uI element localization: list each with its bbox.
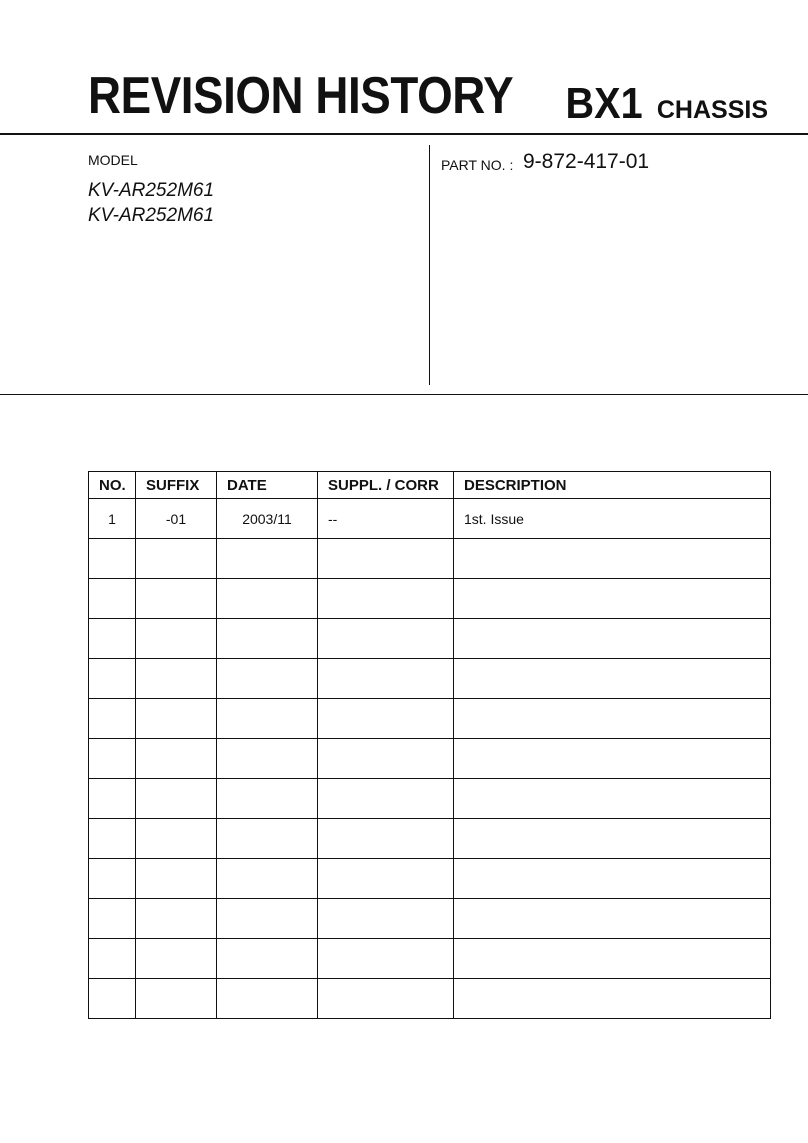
column-header-no: NO.: [89, 472, 136, 499]
cell-no: [89, 699, 136, 739]
cell-suppl-corr: [318, 939, 454, 979]
cell-date: [217, 619, 318, 659]
table-header-row: [89, 472, 771, 499]
cell-no: [89, 739, 136, 779]
table-row: [89, 659, 771, 699]
column-header-suffix: SUFFIX: [136, 472, 217, 499]
cell-no: [89, 619, 136, 659]
cell-date: [217, 819, 318, 859]
cell-suppl-corr: [318, 979, 454, 1019]
cell-no: [89, 659, 136, 699]
cell-suffix: -01: [136, 499, 217, 539]
cell-description: [454, 659, 771, 699]
table-row: [89, 739, 771, 779]
cell-description: [454, 699, 771, 739]
cell-suffix: [136, 979, 217, 1019]
cell-suppl-corr: --: [318, 499, 454, 539]
table-row: [89, 779, 771, 819]
model-name: KV-AR252M61: [88, 180, 215, 201]
cell-suffix: [136, 739, 217, 779]
cell-no: [89, 579, 136, 619]
cell-suffix: [136, 659, 217, 699]
column-header-suppl-corr: SUPPL. / CORR: [318, 472, 454, 499]
model-name: KV-AR252M61: [88, 205, 215, 226]
table-row: [89, 579, 771, 619]
table-row: [89, 939, 771, 979]
cell-description: [454, 979, 771, 1019]
chassis-label: CHASSIS: [656, 96, 768, 124]
cell-suffix: [136, 619, 217, 659]
cell-date: 2003/11: [217, 499, 318, 539]
header-rule: [0, 133, 808, 135]
table-row: [89, 899, 771, 939]
part-number-label: PART NO. :: [441, 157, 514, 173]
cell-description: [454, 739, 771, 779]
table-row: [89, 859, 771, 899]
cell-suppl-corr: [318, 899, 454, 939]
cell-description: [454, 899, 771, 939]
cell-no: [89, 939, 136, 979]
cell-suffix: [136, 899, 217, 939]
cell-description: [454, 539, 771, 579]
cell-date: [217, 659, 318, 699]
cell-suppl-corr: [318, 819, 454, 859]
chassis-heading: [557, 79, 768, 128]
cell-suppl-corr: [318, 779, 454, 819]
table-row: [89, 499, 771, 539]
cell-no: [89, 859, 136, 899]
cell-description: [454, 779, 771, 819]
chassis-code: BX1: [565, 79, 643, 128]
cell-no: 1: [89, 499, 136, 539]
cell-suffix: [136, 819, 217, 859]
cell-no: [89, 539, 136, 579]
cell-date: [217, 539, 318, 579]
cell-date: [217, 579, 318, 619]
table-row: [89, 539, 771, 579]
cell-date: [217, 699, 318, 739]
section-rule: [0, 394, 808, 395]
cell-no: [89, 819, 136, 859]
cell-suppl-corr: [318, 699, 454, 739]
page-title: REVISION HISTORY: [88, 67, 514, 125]
table-row: [89, 819, 771, 859]
cell-suffix: [136, 939, 217, 979]
cell-suffix: [136, 859, 217, 899]
cell-description: [454, 819, 771, 859]
table-row: [89, 699, 771, 739]
part-number-value: 9-872-417-01: [523, 150, 650, 173]
cell-description: [454, 939, 771, 979]
cell-suffix: [136, 779, 217, 819]
cell-date: [217, 859, 318, 899]
cell-date: [217, 979, 318, 1019]
model-list: [88, 178, 214, 228]
cell-date: [217, 739, 318, 779]
table-row: [89, 619, 771, 659]
cell-no: [89, 899, 136, 939]
cell-suffix: [136, 579, 217, 619]
cell-suppl-corr: [318, 619, 454, 659]
cell-suppl-corr: [318, 579, 454, 619]
cell-date: [217, 779, 318, 819]
cell-description: 1st. Issue: [454, 499, 771, 539]
revision-table: [88, 471, 771, 1019]
cell-description: [454, 859, 771, 899]
cell-date: [217, 939, 318, 979]
cell-suppl-corr: [318, 659, 454, 699]
column-header-description: DESCRIPTION: [454, 472, 771, 499]
cell-description: [454, 579, 771, 619]
cell-suffix: [136, 539, 217, 579]
section-divider: [429, 145, 430, 385]
cell-suppl-corr: [318, 739, 454, 779]
table-row: [89, 979, 771, 1019]
cell-date: [217, 899, 318, 939]
cell-suffix: [136, 699, 217, 739]
model-label: MODEL: [88, 152, 138, 168]
cell-no: [89, 979, 136, 1019]
cell-description: [454, 619, 771, 659]
cell-suppl-corr: [318, 859, 454, 899]
cell-suppl-corr: [318, 539, 454, 579]
column-header-date: DATE: [217, 472, 318, 499]
cell-no: [89, 779, 136, 819]
